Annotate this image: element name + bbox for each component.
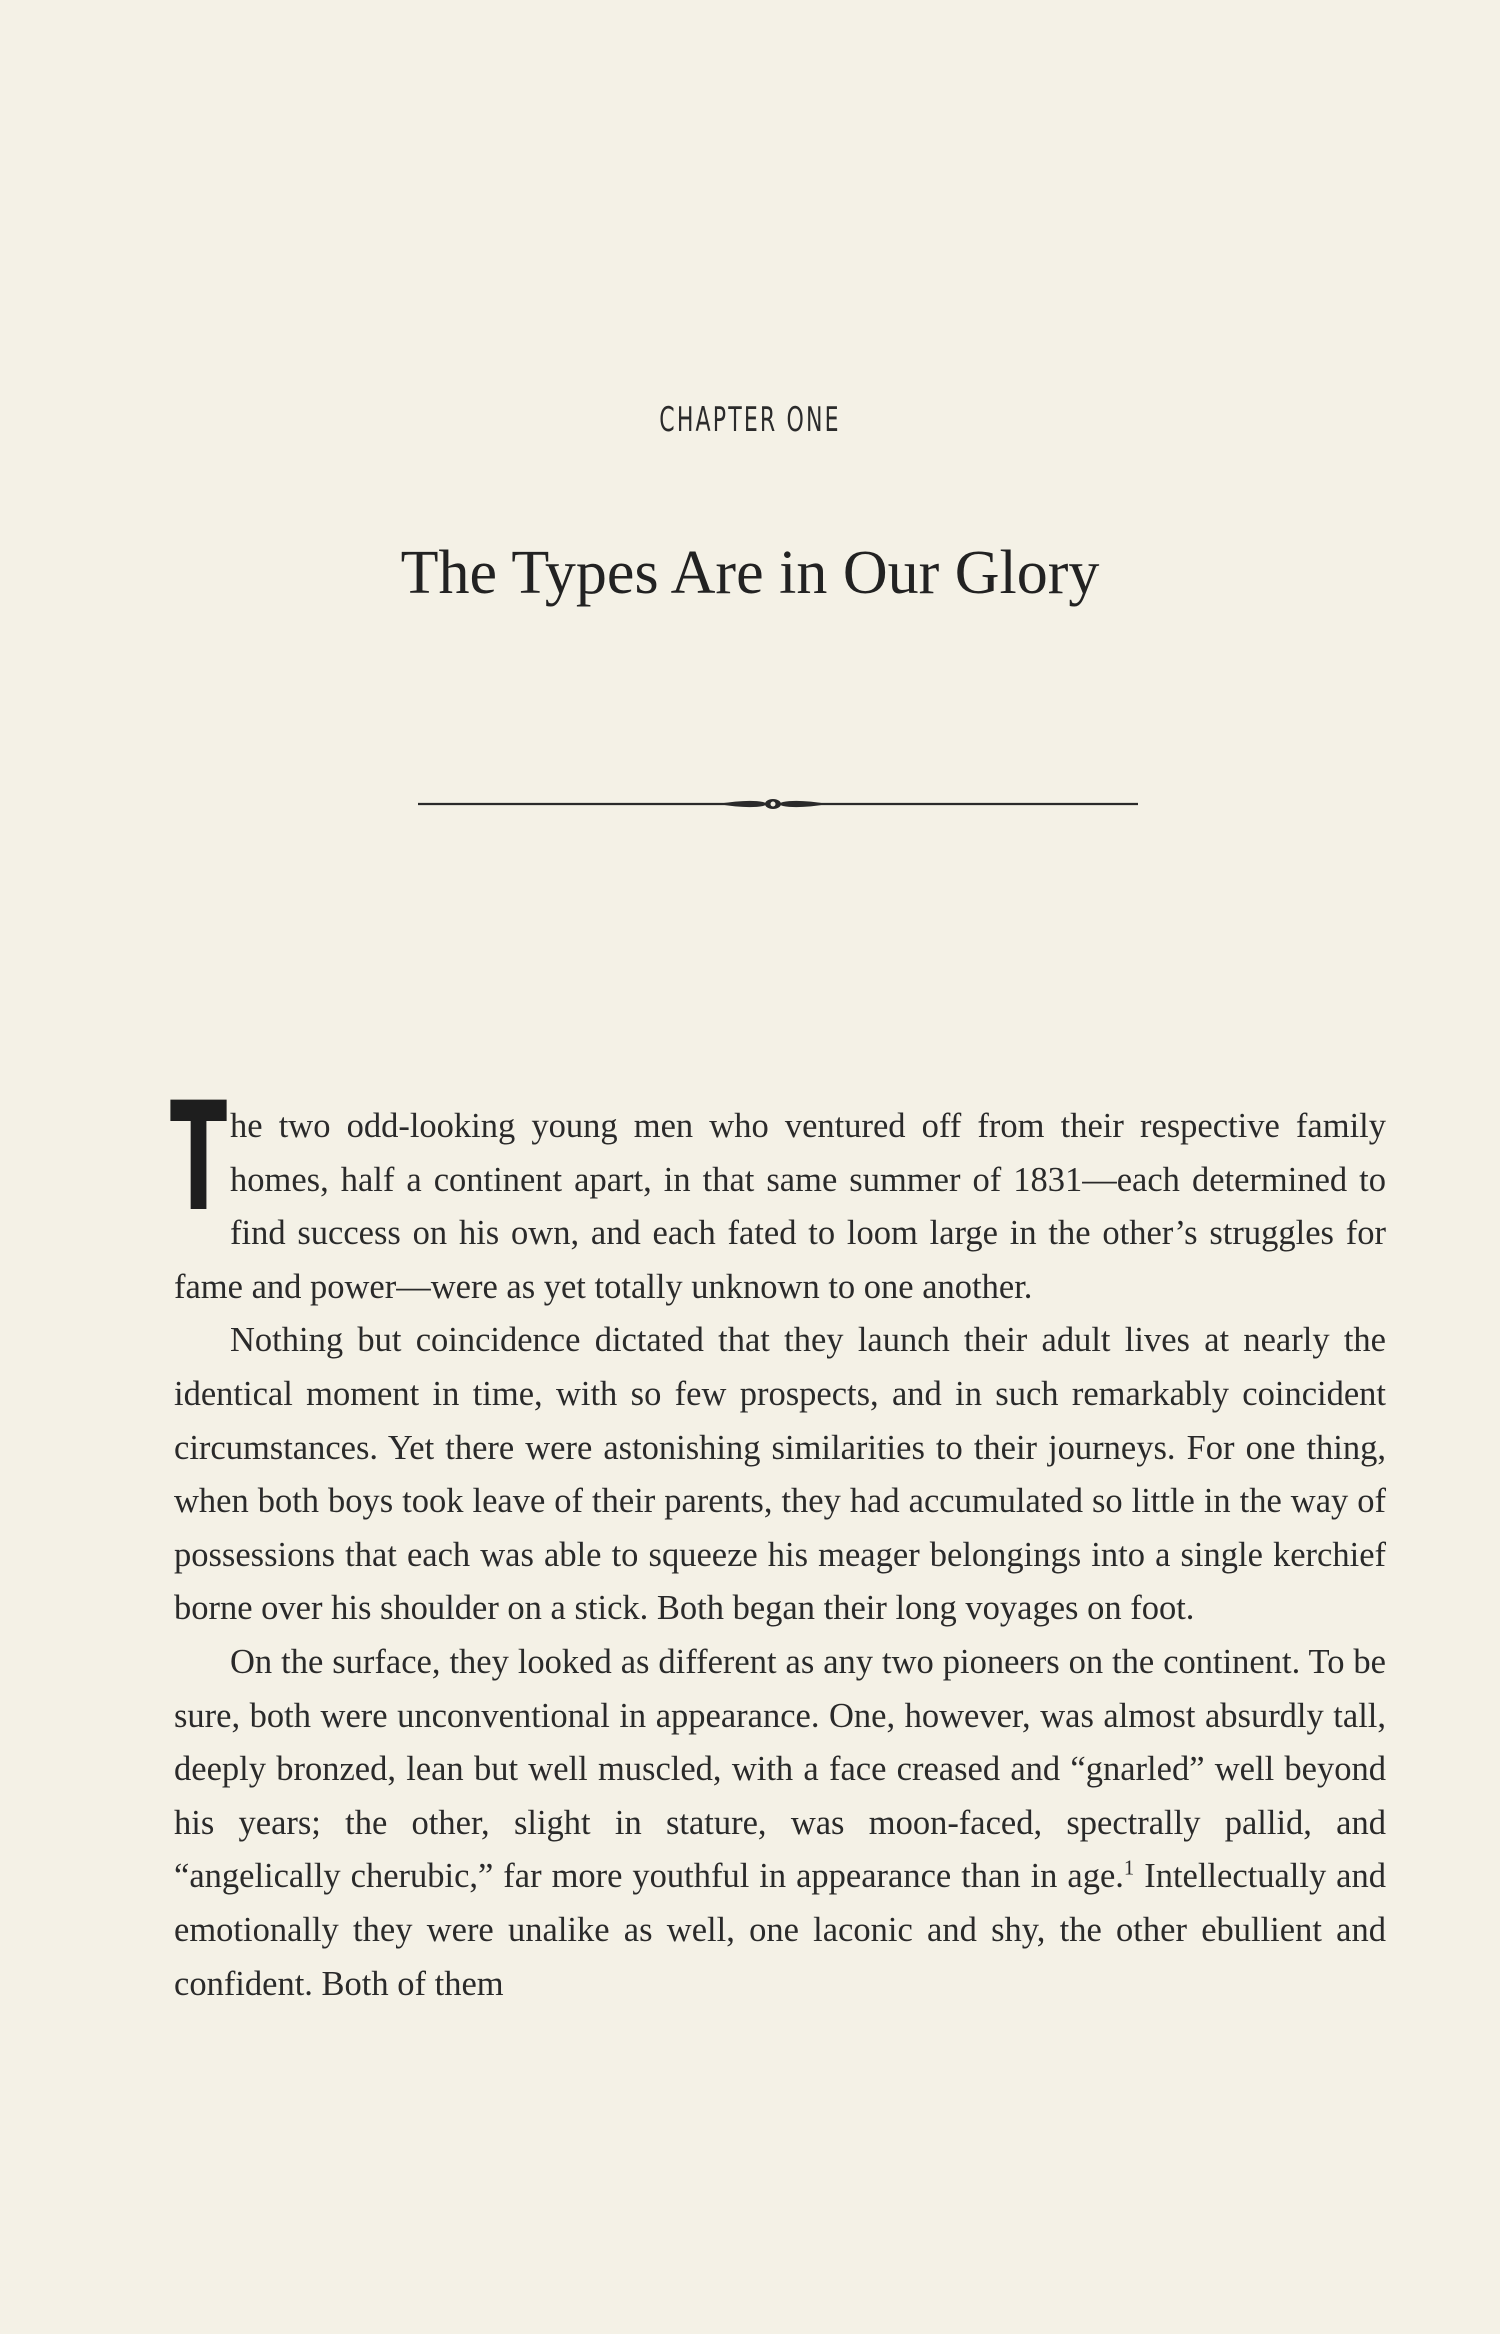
body-text [170,1071,1386,2011]
paragraph-3 [174,1636,1386,2011]
paragraph-1 [170,1071,1386,1314]
chapter-title: The Types Are in Our Glory [400,539,1100,607]
paragraph-3-text-a: On the surface, they looked as different as any two pioneers on the continent. To be sure, both were unconventional in appearance. One, however, was almost absurdly tall, deeply bronzed, lean but well muscled, with a face creased and “gnarled” well beyond his years; the other, slight in stature, was moon-faced, spectrally pallid, and “angelically cherubic,” far more youthful in appearance than in age. [174,1642,1386,1896]
drop-cap: T [170,1071,228,1245]
paragraph-3-text-b: Intellectually and emotionally they were unalike as well, one laconic and shy, the other ebullient and confident. Both of them [174,1857,1386,2003]
paragraph-2: Nothing but coincidence dictated that they launch their adult lives at nearly the identical moment in time, with so few prospects, and in such remarkably coincident circumstances. Yet there were astonishing similarities to their journeys. For one thing, when both boys took leave of their parents, they had accumulated so little in the way of possessions that each was able to squeeze his meager belongings into a single kerchief borne over his shoulder on a stick. Both began their long voyages on foot. [174,1321,1386,1628]
footnote-reference[interactable]: 1 [1123,1857,1135,1880]
chapter-label: CHAPTER ONE [659,400,841,440]
ornament-divider [418,786,1138,822]
paragraph-1-text: he two odd-looking young men who ventured off from their respective family homes, half a continent apart, in that same summer of 1831—each determined to find success on his own, and each fated to loom large in the other’s struggles for fame and power—were as yet totally unknown to one another. [174,1107,1386,1306]
